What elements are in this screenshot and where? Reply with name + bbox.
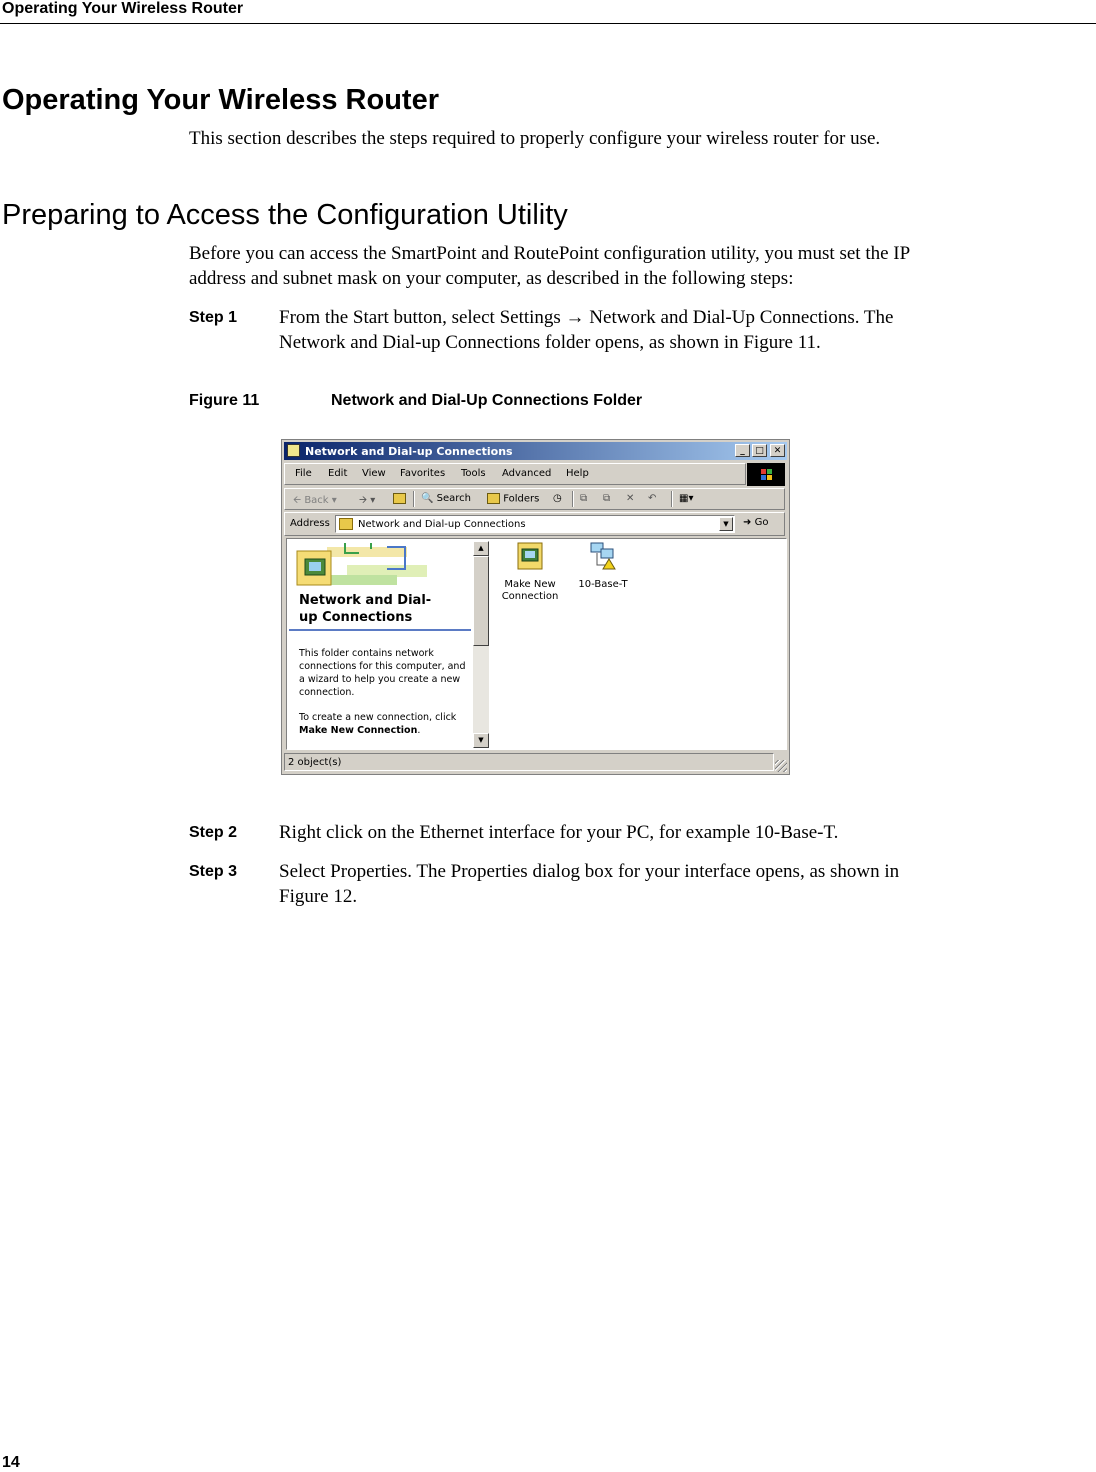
back-button[interactable] xyxy=(293,493,337,510)
move-to-button[interactable] xyxy=(580,493,587,504)
web-view-divider xyxy=(289,629,471,631)
resize-grip-icon[interactable] xyxy=(775,760,787,772)
web-view-heading-line1: Network and Dial- xyxy=(299,593,432,608)
title-bar[interactable] xyxy=(284,442,787,460)
page-number: 14 xyxy=(2,1454,20,1471)
menu-bar xyxy=(284,463,746,485)
menu-edit[interactable]: Edit xyxy=(328,468,348,479)
up-folder-icon xyxy=(393,493,406,504)
address-field[interactable] xyxy=(335,515,735,533)
lan-connection-icon xyxy=(589,541,617,571)
toolbar-separator xyxy=(572,491,574,507)
menu-file[interactable]: File xyxy=(295,468,312,479)
menu-tools[interactable]: Tools xyxy=(461,468,486,479)
menu-favorites[interactable]: Favorites xyxy=(400,468,446,479)
copy-to-icon: ⧉ xyxy=(603,493,611,504)
step-1-line1: From the Start button, select Settings → Network and Dial-Up Connections. The xyxy=(279,307,894,328)
network-folder-icon xyxy=(287,444,300,457)
scroll-thumb[interactable] xyxy=(473,556,489,646)
folders-button[interactable] xyxy=(487,493,539,505)
vertical-scrollbar[interactable] xyxy=(473,541,489,748)
10-base-t-connection-item[interactable] xyxy=(568,541,638,591)
subsection-intro-line1: Before you can access the SmartPoint and RoutePoint configuration utility, you must set the IP xyxy=(189,243,911,264)
step-1-label: Step 1 xyxy=(189,309,238,326)
item-label-line2: Connection xyxy=(501,591,559,602)
maximize-button[interactable]: □ xyxy=(752,444,767,457)
step-3-line1: Select Properties. The Properties dialog box for your interface opens, as shown in xyxy=(279,861,900,882)
explorer-window xyxy=(281,439,790,775)
menu-view[interactable]: View xyxy=(362,468,386,479)
copy-to-button[interactable] xyxy=(603,493,610,504)
address-bar xyxy=(284,512,785,536)
search-icon: 🔍 xyxy=(421,493,434,504)
up-folder-button[interactable] xyxy=(393,493,406,505)
make-new-connection-icon xyxy=(516,541,544,571)
go-button[interactable] xyxy=(743,517,768,528)
standard-toolbar xyxy=(284,488,785,510)
figure-title: Network and Dial-Up Connections Folder xyxy=(331,392,643,409)
folders-icon xyxy=(487,493,500,504)
toolbar-separator xyxy=(671,491,673,507)
delete-icon: ✕ xyxy=(626,493,635,504)
make-new-connection-link[interactable]: Make New Connection xyxy=(299,725,418,736)
section-title: Operating Your Wireless Router xyxy=(2,84,439,116)
web-view-instructions xyxy=(299,711,471,737)
step-3-line2: Figure 12. xyxy=(279,886,358,907)
web-view-description xyxy=(299,647,471,699)
undo-button[interactable] xyxy=(648,493,656,504)
instruction-line: To create a new connection, click xyxy=(299,712,457,723)
step-1-line2: Network and Dial-up Connections folder opens, as shown in Figure 11. xyxy=(279,332,821,353)
make-new-connection-item[interactable] xyxy=(495,541,565,603)
status-text: 2 object(s) xyxy=(284,753,774,771)
folder-content xyxy=(286,538,787,750)
section-intro: This section describes the steps required to properly configure your wireless router for use. xyxy=(189,128,881,149)
go-arrow-icon: ➜ xyxy=(743,517,752,528)
menu-help[interactable]: Help xyxy=(566,468,589,479)
chevron-down-icon: ▾ xyxy=(331,495,337,506)
step-2-label: Step 2 xyxy=(189,824,238,841)
back-label: Back xyxy=(304,495,329,506)
views-button[interactable] xyxy=(679,493,693,504)
toolbar-separator xyxy=(413,491,415,507)
scroll-up-icon[interactable]: ▲ xyxy=(473,541,489,556)
close-button[interactable]: ✕ xyxy=(770,444,785,457)
windows-logo-icon xyxy=(747,463,785,486)
step-3-label: Step 3 xyxy=(189,863,238,880)
description-line: This folder contains network xyxy=(299,648,434,659)
header-rule xyxy=(0,23,1096,24)
network-folder-icon xyxy=(339,518,353,530)
subsection-intro-line2: address and subnet mask on your computer, as described in the following steps: xyxy=(189,268,794,289)
step-2-line1: Right click on the Ethernet interface for your PC, for example 10-Base-T. xyxy=(279,822,839,843)
description-line: connections for this computer, and xyxy=(299,661,466,672)
folder-banner-graphic xyxy=(287,539,472,591)
web-view-panel xyxy=(287,539,472,749)
web-view-heading-line2: up Connections xyxy=(299,610,413,625)
menu-advanced[interactable]: Advanced xyxy=(502,468,552,479)
history-icon: ◷ xyxy=(553,493,562,504)
running-header: Operating Your Wireless Router xyxy=(2,0,244,17)
forward-arrow-icon: 🡪 ▾ xyxy=(359,495,376,506)
instruction-end: . xyxy=(417,725,421,736)
search-label: Search xyxy=(436,493,471,504)
status-bar xyxy=(284,753,787,772)
web-view-heading xyxy=(299,592,469,626)
subsection-title: Preparing to Access the Configuration Utility xyxy=(2,199,568,231)
delete-button[interactable] xyxy=(626,493,634,504)
back-arrow-icon: 🡨 xyxy=(293,495,302,506)
address-label: Address xyxy=(290,518,330,529)
chevron-down-icon[interactable]: ▼ xyxy=(719,517,733,531)
minimize-button[interactable]: _ xyxy=(735,444,750,457)
description-line: connection. xyxy=(299,687,355,698)
address-value: Network and Dial-up Connections xyxy=(358,519,526,530)
views-icon: ▦▾ xyxy=(679,493,694,504)
item-label-line1: Make New xyxy=(504,579,556,590)
undo-icon: ↶ xyxy=(648,493,657,504)
history-button[interactable] xyxy=(553,493,562,504)
item-label: 10-Base-T xyxy=(578,579,628,590)
description-line: a wizard to help you create a new xyxy=(299,674,461,685)
forward-button[interactable] xyxy=(359,493,375,510)
move-to-icon: ⧉ xyxy=(580,493,588,504)
figure-label: Figure 11 xyxy=(189,392,260,409)
folders-label: Folders xyxy=(503,493,540,505)
scroll-down-icon[interactable]: ▼ xyxy=(473,733,489,748)
go-label: Go xyxy=(754,517,769,528)
window-title: Network and Dial-up Connections xyxy=(305,445,513,458)
search-button[interactable] xyxy=(421,493,471,504)
